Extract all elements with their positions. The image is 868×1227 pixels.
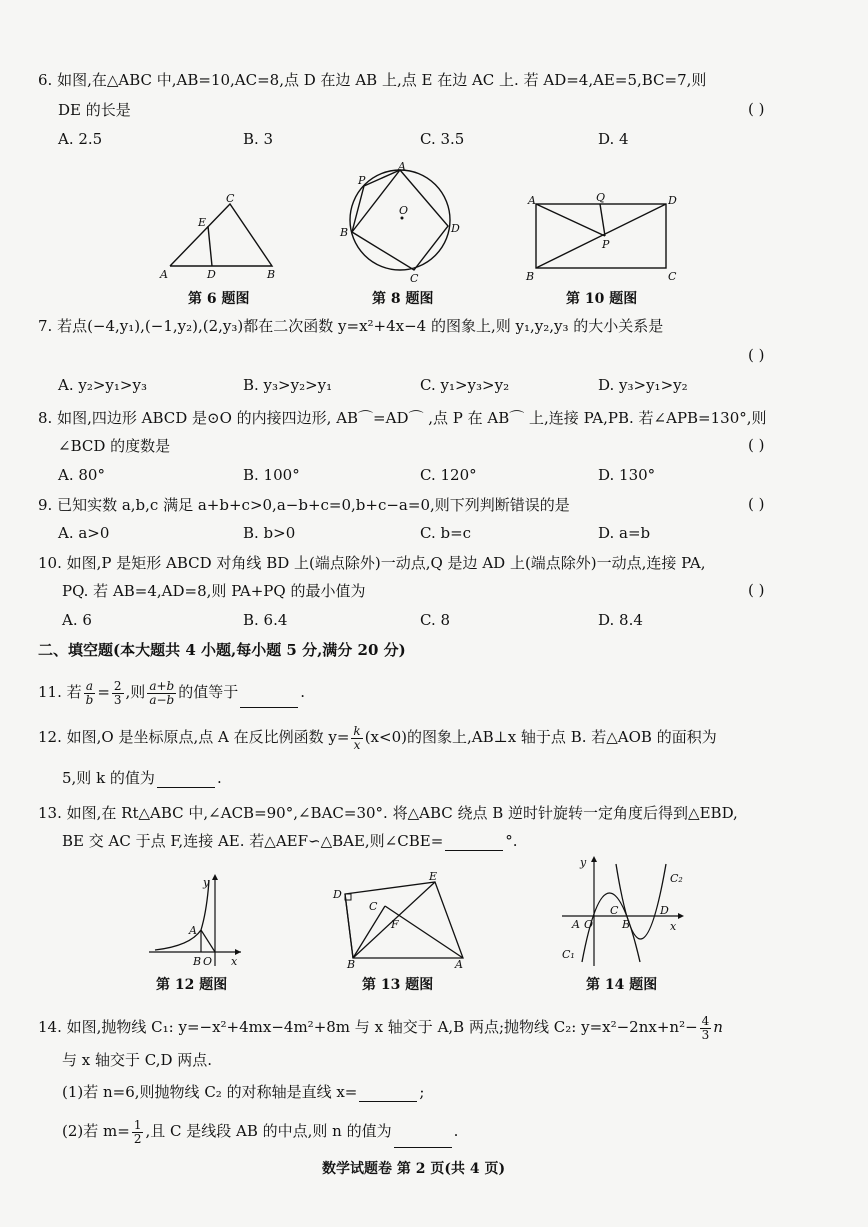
fig13-caption: 第 13 题图	[362, 977, 434, 993]
q9-line1: 9. 已知实数 a,b,c 满足 a+b+c>0,a−b+c=0,b+c−a=0,则下列判断错误的是	[38, 496, 570, 514]
fig14-label-a: A	[572, 918, 580, 931]
q9-option-b: B. b>0	[243, 524, 296, 542]
fig6-label-a: A	[160, 268, 168, 281]
q6-option-c: C. 3.5	[420, 130, 465, 148]
fig6-caption: 第 6 题图	[188, 291, 250, 307]
q12-line2-text: 5,则 k 的值为	[62, 769, 155, 787]
fig14-label-d: D	[660, 904, 669, 917]
q11-frac-sum-diff: $\frac{a+b}{a-b}$	[149, 678, 175, 707]
fig14-label-c: C	[610, 904, 619, 917]
q11-eq: =	[97, 683, 110, 701]
fig8-label-c: C	[410, 272, 419, 285]
q12-suffix: (x<0)的图象上,AB⊥x 轴于点 B. 若△AOB 的面积为	[364, 728, 717, 746]
q13-line1: 13. 如图,在 Rt△ABC 中,∠ACB=90°,∠BAC=30°. 将△ABC 绕点 B 逆时针旋转一定角度后得到△EBD,	[38, 804, 738, 822]
q14-line1-a: 14. 如图,抛物线 C₁: y=−x²+4mx−4m²+8m 与 x 轴交于 A,B 两点;抛物线 C₂: y=x²−2nx+n²−	[38, 1018, 698, 1036]
q9-option-d: D. a=b	[598, 524, 651, 542]
q8-option-a: A. 80°	[58, 466, 105, 484]
fig12-label-a: A	[189, 924, 197, 937]
q14-frac-1-2: $\frac{1}{2}$	[133, 1117, 142, 1146]
q10-option-c: C. 8	[420, 611, 451, 629]
q14-sub1	[62, 1082, 424, 1102]
fig8-caption: 第 8 题图	[372, 291, 434, 307]
q10-option-a: A. 6	[62, 611, 92, 629]
q8-line2: ∠BCD 的度数是	[58, 437, 171, 455]
q9-answer-paren: ( )	[748, 495, 765, 513]
fig13-label-b: B	[347, 958, 356, 970]
fig6-label-d: D	[207, 268, 216, 281]
fig13-label-a: A	[455, 958, 463, 970]
fig13-label-e: E	[429, 870, 438, 883]
q14-sub1-text: (1)若 n=6,则抛物线 C₂ 的对称轴是直线 x=	[62, 1083, 358, 1101]
q11-answer-blank	[240, 693, 298, 708]
q8-answer-paren: ( )	[748, 436, 765, 454]
q7-option-d: D. y₃>y₁>y₂	[598, 376, 688, 394]
q6-line1: 6. 如图,在△ABC 中,AB=10,AC=8,点 D 在边 AB 上,点 E 在边 AC 上. 若 AD=4,AE=5,BC=7,则	[38, 71, 707, 89]
q13-line2	[62, 831, 518, 851]
fig12-label-y: y	[203, 876, 210, 889]
q7-option-a: A. y₂>y₁>y₃	[58, 376, 147, 394]
q12-line1	[38, 720, 717, 754]
q6-answer-paren: ( )	[748, 100, 765, 118]
q7-option-b: B. y₃>y₂>y₁	[243, 376, 333, 394]
fig10-caption: 第 10 题图	[566, 291, 638, 307]
fig10-label-q: Q	[596, 191, 606, 204]
fig8-label-o: O	[399, 204, 409, 217]
q11-frac-2-3: $\frac{2}{3}$	[113, 678, 122, 707]
fig10-label-b: B	[526, 270, 535, 282]
q7-line1: 7. 若点(−4,y₁),(−1,y₂),(2,y₃)都在二次函数 y=x²+4x−4 的图象上,则 y₁,y₂,y₃ 的大小关系是	[38, 317, 664, 335]
q14-sub1-end: ;	[419, 1083, 425, 1101]
q11-suffix: 的值等于	[178, 683, 239, 701]
figure-10-rectangle	[522, 190, 687, 282]
q12-end: .	[216, 769, 222, 787]
q14-sub2-end: .	[453, 1122, 459, 1140]
q10-answer-paren: ( )	[748, 581, 765, 599]
q14-sub1-blank	[359, 1087, 417, 1102]
q11-frac-a-b: $\frac{a}{b}$	[85, 678, 94, 707]
fig10-label-d: D	[668, 194, 677, 207]
q14-line2: 与 x 轴交于 C,D 两点.	[62, 1051, 213, 1069]
fig14-label-o: O	[584, 918, 594, 931]
q6-option-b: B. 3	[243, 130, 274, 148]
q10-option-d: D. 8.4	[598, 611, 643, 629]
fig12-label-b: B	[193, 955, 202, 968]
fig14-label-c1: C₁	[562, 948, 575, 961]
q9-option-c: C. b=c	[420, 524, 472, 542]
q14-sub2	[62, 1114, 458, 1148]
q9-option-a: A. a>0	[58, 524, 110, 542]
q14-line1-b: n	[713, 1018, 723, 1036]
fig10-label-a: A	[528, 194, 536, 207]
q12-prefix: 12. 如图,O 是坐标原点,点 A 在反比例函数 y=	[38, 728, 350, 746]
q13-answer-blank	[445, 836, 503, 851]
figure-6-triangle	[150, 188, 285, 283]
q12-line2	[62, 768, 222, 788]
fig14-label-y: y	[580, 856, 587, 869]
q11-mid: ,则	[125, 683, 146, 701]
q10-option-b: B. 6.4	[243, 611, 288, 629]
q6-option-a: A. 2.5	[58, 130, 103, 148]
fig13-label-f: F	[391, 918, 399, 931]
q13-line2-text: BE 交 AC 于点 F,连接 AE. 若△AEF∽△BAE,则∠CBE=	[62, 832, 444, 850]
fig14-label-x: x	[670, 920, 677, 933]
q14-sub2-a: (2)若 m=	[62, 1122, 130, 1140]
q8-option-d: D. 130°	[598, 466, 656, 484]
fig6-label-c: C	[226, 192, 235, 205]
fig8-label-b: B	[340, 226, 349, 239]
fig13-label-c: C	[369, 900, 378, 913]
q11-end: .	[300, 683, 305, 701]
q10-line2: PQ. 若 AB=4,AD=8,则 PA+PQ 的最小值为	[62, 582, 366, 600]
fig8-label-p: P	[358, 174, 366, 187]
q14-frac-4-3: $\frac{4}{3}$	[701, 1013, 710, 1042]
fig14-label-c2: C₂	[670, 872, 683, 885]
q14-sub2-b: ,且 C 是线段 AB 的中点,则 n 的值为	[145, 1122, 392, 1140]
q10-line1: 10. 如图,P 是矩形 ABCD 对角线 BD 上(端点除外)一动点,Q 是边 AD 上(端点除外)一动点,连接 PA,	[38, 554, 706, 572]
q8-line1: 8. 如图,四边形 ABCD 是⊙O 的内接四边形, AB⌒=AD⌒ ,点 P 在 AB⌒ 上,连接 PA,PB. 若∠APB=130°,则	[38, 409, 767, 427]
q6-line2: DE 的长是	[58, 101, 131, 119]
figure-8-circle	[336, 160, 466, 285]
figure-12-hyperbola	[145, 870, 245, 970]
figure-14-parabolas	[556, 854, 696, 972]
q11-prefix: 11. 若	[38, 683, 82, 701]
fig14-caption: 第 14 题图	[586, 977, 658, 993]
q8-option-b: B. 100°	[243, 466, 300, 484]
fig6-label-e: E	[198, 216, 207, 229]
q14-sub2-blank	[394, 1133, 452, 1148]
fig12-caption: 第 12 题图	[156, 977, 228, 993]
q11-line	[38, 676, 305, 708]
fig8-label-d: D	[451, 222, 460, 235]
fig10-label-c: C	[668, 270, 677, 282]
q12-frac-k-x: $\frac{k}{x}$	[353, 723, 361, 752]
q14-line1	[38, 1010, 723, 1044]
q7-answer-paren: ( )	[748, 346, 765, 364]
fig6-label-b: B	[267, 268, 276, 281]
q6-option-d: D. 4	[598, 130, 629, 148]
section-2-heading: 二、填空题(本大题共 4 小题,每小题 5 分,满分 20 分)	[38, 641, 406, 659]
figure-13-rotation	[325, 868, 475, 970]
q12-answer-blank	[157, 773, 215, 788]
q7-option-c: C. y₁>y₃>y₂	[420, 376, 510, 394]
q13-end: °.	[505, 832, 518, 850]
fig10-label-p: P	[602, 238, 610, 251]
page-footer: 数学试题卷 第 2 页(共 4 页)	[322, 1161, 506, 1177]
q8-option-c: C. 120°	[420, 466, 477, 484]
fig12-label-x: x	[231, 955, 238, 968]
fig8-label-a: A	[398, 160, 406, 173]
fig13-label-d: D	[333, 888, 342, 901]
fig14-label-b: B	[622, 918, 631, 931]
fig12-label-o: O	[203, 955, 213, 968]
